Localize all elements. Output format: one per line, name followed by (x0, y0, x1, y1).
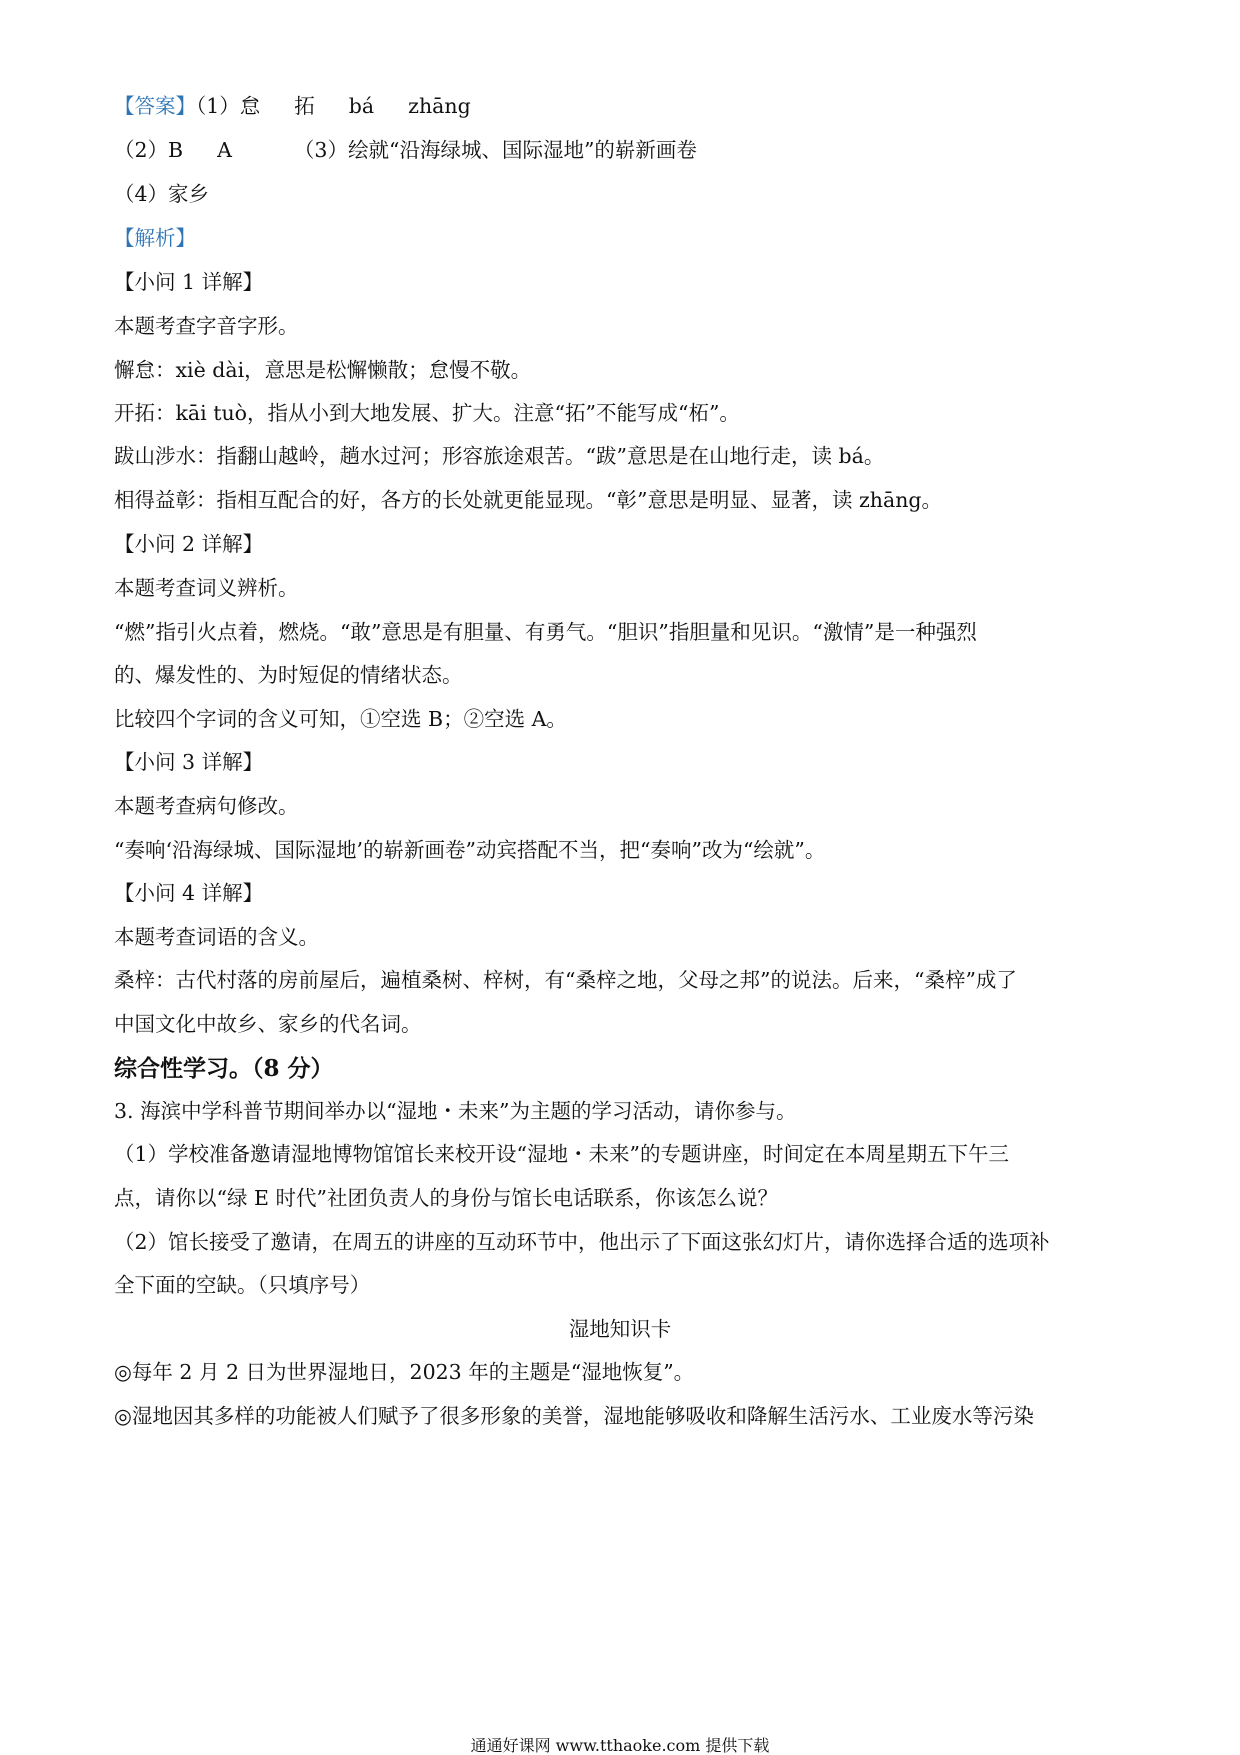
answer-label: 【答案】 (114, 94, 196, 118)
section-title: 综合性学习。（8 分） (114, 1055, 334, 1082)
q2-line: 本题考查词义辨析。 (114, 576, 299, 600)
card-line: ◎每年 2 月 2 日为世界湿地日，2023 年的主题是“湿地恢复”。 (114, 1360, 695, 1384)
q1-line: 跋山涉水：指翻山越岭，趟水过河；形容旅途艰苦。“跋”意思是在山地行走，读 bá。 (114, 444, 885, 468)
q3-heading: 【小问 3 详解】 (114, 750, 264, 774)
question-line: 3. 海滨中学科普节期间举办以“湿地・未来”为主题的学习活动，请你参与。 (114, 1099, 797, 1123)
page-footer: 通通好课网 www.tthaoke.com 提供下载 (470, 1736, 770, 1755)
q3-line: “奏响‘沿海绿城、国际湿地’的崭新画卷”动宾搭配不当，把“奏响”改为“绘就”。 (114, 838, 826, 862)
question-line: 点，请你以“绿 E 时代”社团负责人的身份与馆长电话联系，你该怎么说？ (114, 1186, 778, 1210)
q4-line: 本题考查词语的含义。 (114, 925, 319, 949)
analysis-label: 【解析】 (114, 226, 196, 250)
q1-line: 懈怠：xiè dài，意思是松懈懒散；怠慢不敬。 (114, 358, 532, 382)
answer-line-2: （2）B A （3）绘就“沿海绿城、国际湿地”的崭新画卷 (114, 138, 697, 162)
q1-line: 相得益彰：指相互配合的好，各方的长处就更能显现。“彰”意思是明显、显著，读 zhāng。 (114, 488, 943, 512)
card-line: ◎湿地因其多样的功能被人们赋予了很多形象的美誉，湿地能够吸收和降解生活污水、工业废水等污染 (114, 1404, 1034, 1428)
q3-line: 本题考查病句修改。 (114, 794, 299, 818)
q2-line: “燃”指引火点着，燃烧。“敢”意思是有胆量、有勇气。“胆识”指胆量和见识。“激情”是一种强烈 (114, 620, 977, 644)
question-line: （2）馆长接受了邀请，在周五的讲座的互动环节中，他出示了下面这张幻灯片，请你选择合适的选项补 (114, 1230, 1050, 1254)
answer-line-3: （4）家乡 (114, 182, 210, 206)
q1-line: 本题考查字音字形。 (114, 314, 299, 338)
question-line: （1）学校准备邀请湿地博物馆馆长来校开设“湿地・未来”的专题讲座，时间定在本周星期五下午三 (114, 1142, 1010, 1166)
q1-line: 开拓：kāi tuò，指从小到大地发展、扩大。注意“拓”不能写成“柘”。 (114, 401, 740, 425)
q4-heading: 【小问 4 详解】 (114, 881, 264, 905)
q2-line: 的、爆发性的、为时短促的情绪状态。 (114, 663, 463, 687)
card-title: 湿地知识卡 (568, 1317, 672, 1341)
q1-heading: 【小问 1 详解】 (114, 270, 264, 294)
q4-line: 中国文化中故乡、家乡的代名词。 (114, 1012, 422, 1036)
q2-heading: 【小问 2 详解】 (114, 532, 264, 556)
question-line: 全下面的空缺。（只填序号） (114, 1273, 371, 1297)
q4-line: 桑梓：古代村落的房前屋后，遍植桑树、梓树，有“桑梓之地，父母之邦”的说法。后来，“桑梓”成了 (114, 968, 1017, 992)
answer-line-1: 【答案】（1）怠 拓 bá zhāng (114, 94, 471, 118)
q2-line: 比较四个字词的含义可知，①空选 B；②空选 A。 (114, 707, 567, 731)
